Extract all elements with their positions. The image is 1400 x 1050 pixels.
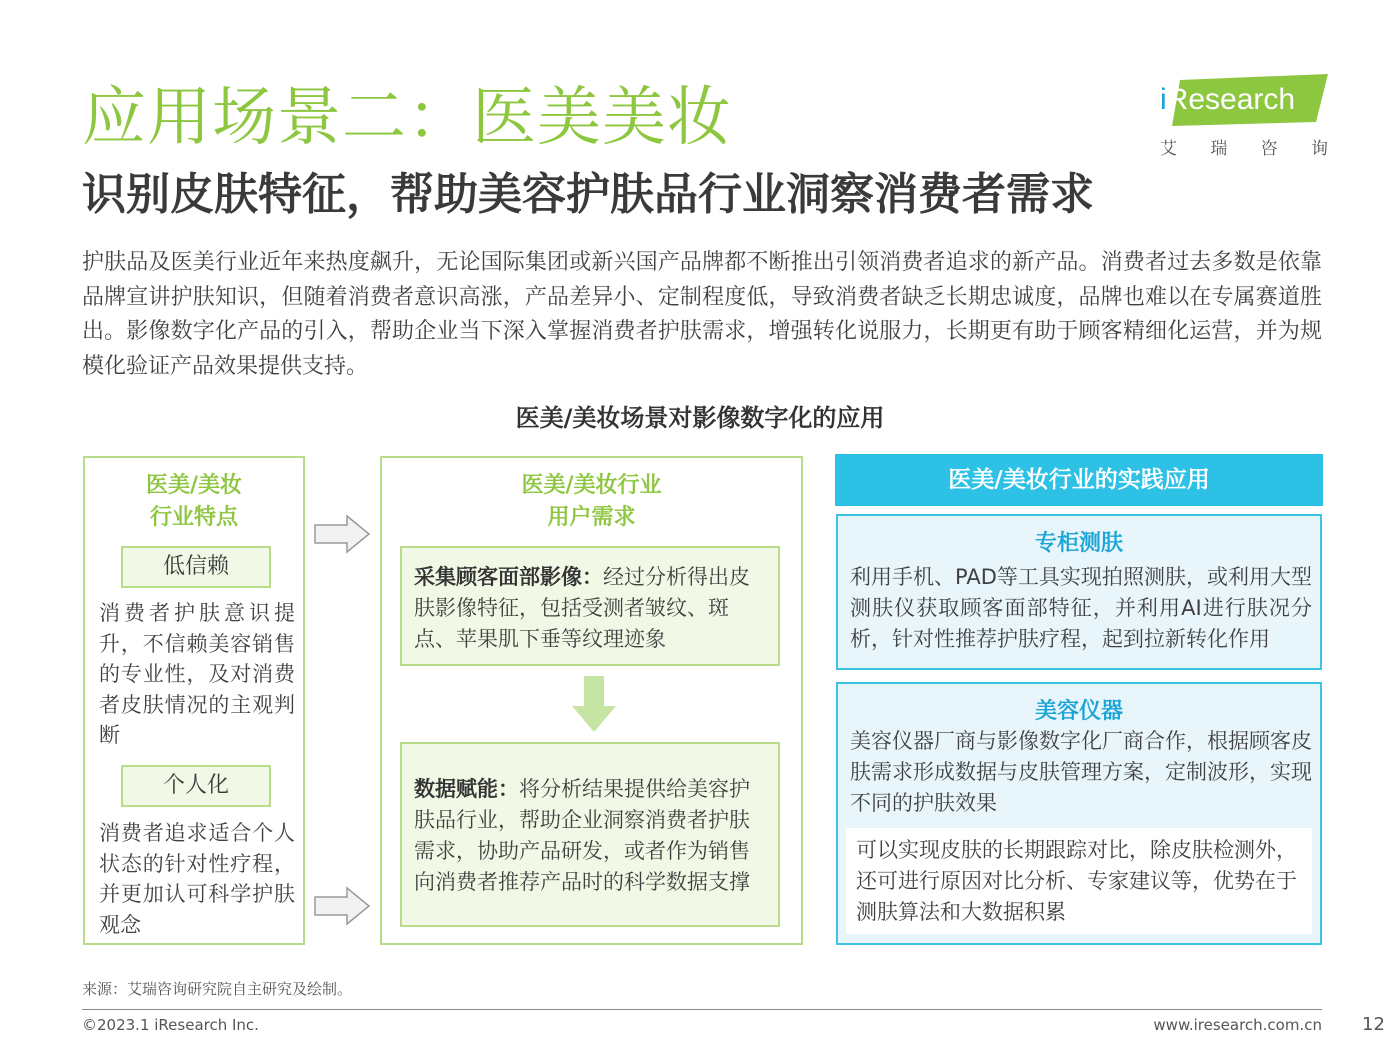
features-heading-line2: 行业特点 bbox=[149, 505, 238, 530]
case-text-counter-skin-test: 利用手机、PAD等工具实现拍照测肤，或利用大型测肤仪获取顾客面部特征，并利用AI进行肤况分析，针对性推荐护肤疗程，起到拉新转化作用 bbox=[850, 565, 1312, 651]
logo-subtitle bbox=[1160, 134, 1330, 159]
logo-i: i bbox=[1160, 83, 1167, 116]
case-note-beauty-device: 可以实现皮肤的长期跟踪对比，除皮肤检测外，还可进行原因对比分析、专家建议等，优势在于测肤算法和大数据积累 bbox=[846, 828, 1312, 934]
arrow-right-icon bbox=[313, 514, 371, 554]
case-title-counter-skin-test: 专柜测肤 bbox=[1034, 531, 1123, 556]
case-title-beauty-device: 美容仪器 bbox=[1034, 699, 1123, 724]
collect-face-image-label: 采集顾客面部影像： bbox=[414, 565, 603, 589]
data-empowerment-text: 将分析结果提供给美容护肤品行业，帮助企业洞察消费者护肤需求，协助产品研发，或者作为销售向消费者推荐产品时的科学数据支撑 bbox=[414, 777, 750, 894]
feature-tag-low-trust: 低信赖 bbox=[121, 546, 271, 588]
logo-sub-char: 咨 bbox=[1260, 139, 1280, 159]
logo-sub-char: 瑞 bbox=[1210, 139, 1230, 159]
logo-sub-char: 艾 bbox=[1160, 139, 1179, 159]
features-heading-line1: 医美/美妆 bbox=[145, 473, 243, 498]
intro-paragraph: 护肤品及医美行业近年来热度飙升，无论国际集团或新兴国产品牌都不断推出引领消费者追求的新产品。消费者过去多数是依靠品牌宣讲护肤知识，但随着消费者意识高涨，产品差异小、定制程度低，导致消费者缺乏长期忠诚度，品牌也难以在专属赛道胜出。影像数字化产品的引入，帮助企业当下深入掌握消费者护肤需求，增强转化说服力，长期更有助于顾客精细化运营，并为规模化验证产品效果提供支持。 bbox=[82, 250, 1322, 379]
website-link[interactable]: www.iresearch.com.cn bbox=[1153, 1016, 1322, 1034]
page-number: 12 bbox=[1362, 1014, 1385, 1035]
user-needs-panel bbox=[380, 456, 803, 945]
page-subtitle: 识别皮肤特征，帮助美容护肤品行业洞察消费者需求 bbox=[82, 169, 1094, 220]
iresearch-logo bbox=[1160, 74, 1330, 160]
logo-brand: Research bbox=[1166, 83, 1296, 116]
source-note: 来源：艾瑞咨询研究院自主研究及绘制。 bbox=[82, 980, 353, 998]
needs-heading-line1: 医美/美妆行业 bbox=[521, 473, 662, 498]
needs-heading-line2: 用户需求 bbox=[547, 505, 636, 530]
data-empowerment-label: 数据赋能： bbox=[414, 777, 519, 801]
feature-text-low-trust: 消费者护肤意识提升，不信赖美容销售的专业性，及对消费者皮肤情况的主观判断 bbox=[99, 601, 295, 747]
practice-heading-bar: 医美/美妆行业的实践应用 bbox=[835, 454, 1323, 506]
practice-case-beauty-device bbox=[836, 682, 1322, 945]
logo-wordmark bbox=[1160, 80, 1295, 120]
practice-case-counter-skin-test bbox=[836, 514, 1322, 670]
feature-text-personalized: 消费者追求适合个人状态的针对性疗程，并更加认可科学护肤观念 bbox=[99, 821, 295, 937]
copyright: ©2023.1 iResearch Inc. bbox=[82, 1016, 259, 1034]
page-title: 应用场景二：医美美妆 bbox=[82, 81, 732, 155]
data-empowerment-box bbox=[400, 742, 780, 927]
industry-features-panel bbox=[83, 456, 305, 945]
arrow-down-icon bbox=[572, 676, 616, 734]
feature-tag-personalized: 个人化 bbox=[121, 765, 271, 807]
diagram-title: 医美/美妆场景对影像数字化的应用 bbox=[515, 404, 885, 432]
logo-sub-char: 询 bbox=[1310, 139, 1330, 159]
collect-face-image-text: 经过分析得出皮肤影像特征，包括受测者皱纹、斑点、苹果肌下垂等纹理迹象 bbox=[414, 565, 750, 651]
case-text-beauty-device: 美容仪器厂商与影像数字化厂商合作，根据顾客皮肤需求形成数据与皮肤管理方案，定制波形，实现不同的护肤效果 bbox=[850, 729, 1312, 815]
footer-divider bbox=[82, 1009, 1322, 1010]
collect-face-image-box bbox=[400, 546, 780, 666]
arrow-right-icon bbox=[313, 886, 371, 926]
